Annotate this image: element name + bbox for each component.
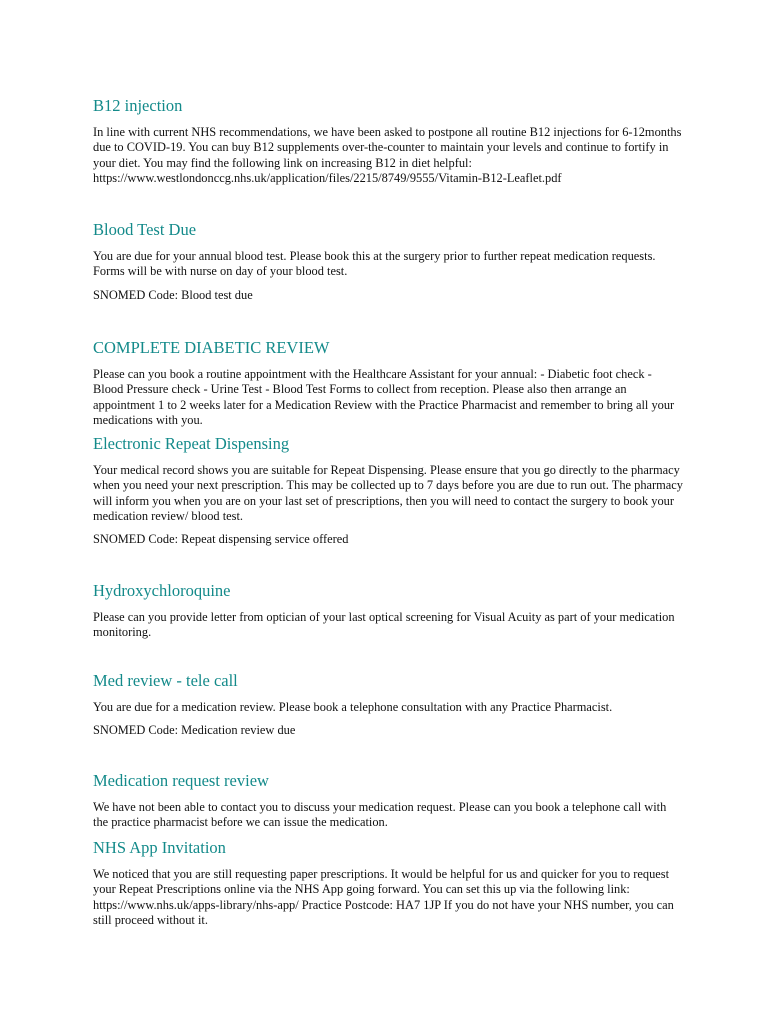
section-complete-diabetic-review: [93, 338, 683, 428]
section-electronic-repeat-dispensing: [93, 434, 683, 547]
document-page: [93, 0, 683, 1024]
snomed-code: SNOMED Code: Repeat dispensing service offered: [93, 532, 349, 547]
section-paragraph: We noticed that you are still requesting paper prescriptions. It would be helpful for us and quicker for you to request your Repeat Prescriptions online via the NHS App going forward. You can set this up via the following link: https://www.nhs.uk/apps-library/nhs-app/ Practice Postcode: HA7 1JP If you do not have your NHS number, you can still proceed without it.: [93, 867, 674, 927]
section-title: Electronic Repeat Dispensing: [93, 434, 290, 453]
section-paragraph: Please can you book a routine appointment with the Healthcare Assistant for your annual: - Diabetic foot check - Blood Pressure check - Urine Test - Blood Test Forms to collect from reception. Please also then arrange an appointment 1 to 2 weeks later for a Medication Review with the Practice Pharmacist and remember to bring all your medications with you.: [93, 367, 675, 427]
section-blood-test-due: [93, 220, 683, 303]
section-hydroxychloroquine: [93, 581, 683, 641]
section-medication-request-review: [93, 771, 683, 831]
section-paragraph: Your medical record shows you are suitable for Repeat Dispensing. Please ensure that you go directly to the pharmacy when you need your next prescription. This may be collected up to 7 days before you are due to run out. The pharmacy will inform you when you are on your last set of prescriptions, then you will need to contact the surgery to book your medication review/ blood test.: [93, 463, 683, 523]
section-title: NHS App Invitation: [93, 838, 226, 857]
section-title: Blood Test Due: [93, 220, 197, 239]
section-med-review-tele-call: [93, 671, 683, 739]
section-title: COMPLETE DIABETIC REVIEW: [93, 338, 330, 357]
section-paragraph: You are due for a medication review. Please book a telephone consultation with any Practice Pharmacist.: [93, 700, 613, 714]
section-b12-injection: [93, 96, 683, 186]
section-title: Medication request review: [93, 771, 269, 790]
section-paragraph: We have not been able to contact you to discuss your medication request. Please can you book a telephone call with the practice pharmacist before we can issue the medication.: [93, 800, 667, 830]
section-paragraph: Please can you provide letter from optician of your last optical screening for Visual Acuity as part of your medication monitoring.: [93, 610, 675, 640]
section-paragraph: In line with current NHS recommendations, we have been asked to postpone all routine B12 injections for 6-12months due to COVID-19. You can buy B12 supplements over-the-counter to maintain your levels and continue to fortify in your diet. You may find the following link on increasing B12 in diet helpful: https://www.westlondonccg.nhs.uk/application/files/2215/8749/9555/Vitamin-B12-Leaflet.pdf: [93, 125, 682, 185]
section-paragraph: You are due for your annual blood test. Please book this at the surgery prior to further repeat medication requests. Forms will be with nurse on day of your blood test.: [93, 249, 656, 279]
section-title: B12 injection: [93, 96, 183, 115]
snomed-code: SNOMED Code: Blood test due: [93, 287, 253, 302]
section-nhs-app-invitation: [93, 838, 683, 928]
section-title: Med review - tele call: [93, 671, 238, 690]
section-title: Hydroxychloroquine: [93, 581, 231, 600]
snomed-code: SNOMED Code: Medication review due: [93, 723, 296, 738]
